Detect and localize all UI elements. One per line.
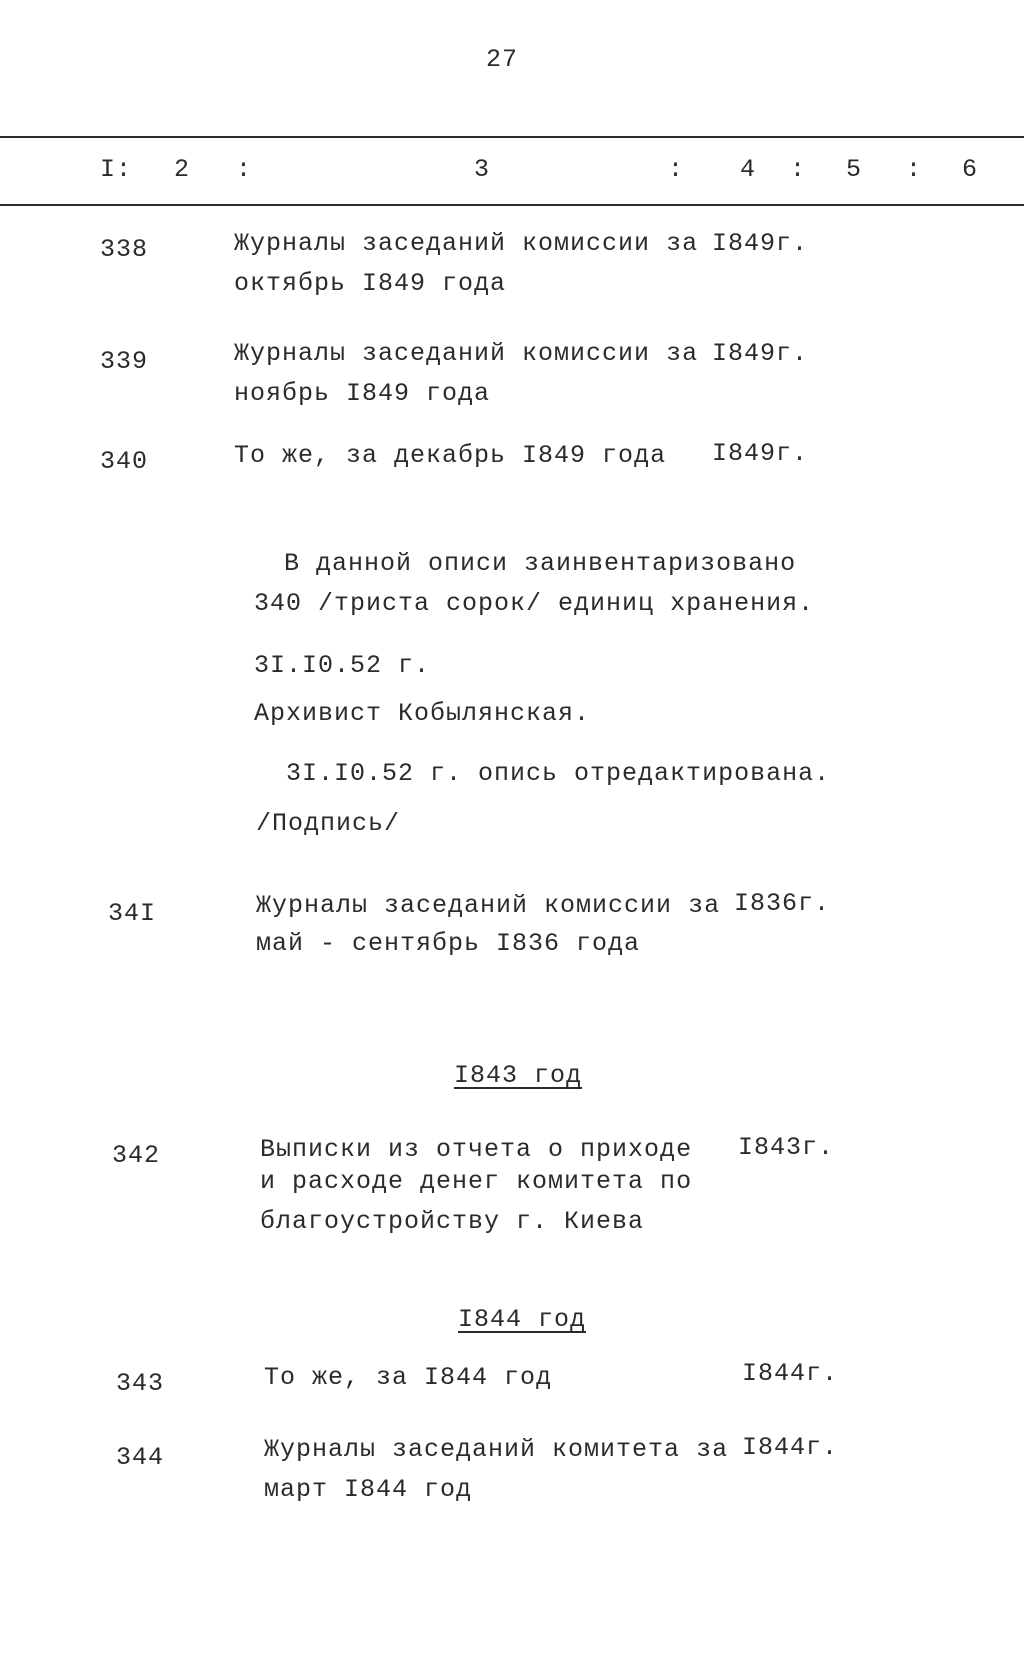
column-separator: : [790, 155, 807, 184]
entry-number: 34I [108, 899, 157, 928]
entry-number: 342 [112, 1141, 161, 1170]
column-separator: : [906, 155, 923, 184]
entry-description-line: Журналы заседаний комиссии за [256, 891, 721, 920]
entry-number: 343 [116, 1369, 165, 1398]
entry-number: 340 [100, 447, 149, 476]
entry-number: 344 [116, 1443, 165, 1472]
entry-number: 338 [100, 235, 149, 264]
entry-description-line: и расходе денег комитета по [260, 1167, 693, 1196]
entry-date: I843г. [738, 1133, 835, 1162]
entry-description-line: март I844 год [264, 1475, 473, 1504]
column-header-4: 4 [740, 155, 757, 184]
entry-description-line: Журналы заседаний комиссии за [234, 229, 699, 258]
signature: /Подпись/ [256, 809, 401, 838]
entry-date: I849г. [712, 339, 809, 368]
column-header-6: 6 [962, 155, 979, 184]
entry-date: I849г. [712, 439, 809, 468]
page-number: 27 [486, 45, 519, 74]
entry-number: 339 [100, 347, 149, 376]
section-heading-1844: I844 год [458, 1305, 587, 1334]
entry-description-line: благоустройству г. Киева [260, 1207, 645, 1236]
entry-description-line: май - сентябрь I836 года [256, 929, 641, 958]
certification-line: 340 /триста сорок/ единиц хранения. [254, 589, 815, 618]
entry-description-line: Журналы заседаний комиссии за [234, 339, 699, 368]
entry-description-line: То же, за декабрь I849 года [234, 441, 667, 470]
entry-date: I844г. [742, 1433, 839, 1462]
column-separator: : [668, 155, 685, 184]
entry-date: I849г. [712, 229, 809, 258]
column-header-1: I [100, 155, 117, 184]
certification-date: 3I.I0.52 г. [254, 651, 431, 680]
column-header-3: 3 [474, 155, 491, 184]
entry-description-line: То же, за I844 год [264, 1363, 553, 1392]
header-top-rule [0, 136, 1024, 138]
column-header-2: 2 [174, 155, 191, 184]
column-separator: : [236, 155, 253, 184]
archivist-name: Архивист Кобылянская. [254, 699, 591, 728]
edited-note: 3I.I0.52 г. опись отредактирована. [286, 759, 831, 788]
entry-date: I836г. [734, 889, 831, 918]
column-separator: : [116, 155, 133, 184]
entry-description-line: ноябрь I849 года [234, 379, 491, 408]
section-heading-1843: I843 год [454, 1061, 583, 1090]
column-header-5: 5 [846, 155, 863, 184]
header-bottom-rule [0, 204, 1024, 206]
entry-description-line: Журналы заседаний комитета за [264, 1435, 729, 1464]
certification-line: В данной описи заинвентаризовано [284, 549, 797, 578]
entry-date: I844г. [742, 1359, 839, 1388]
entry-description-line: октябрь I849 года [234, 269, 507, 298]
entry-description-line: Выписки из отчета о приходе [260, 1135, 693, 1164]
